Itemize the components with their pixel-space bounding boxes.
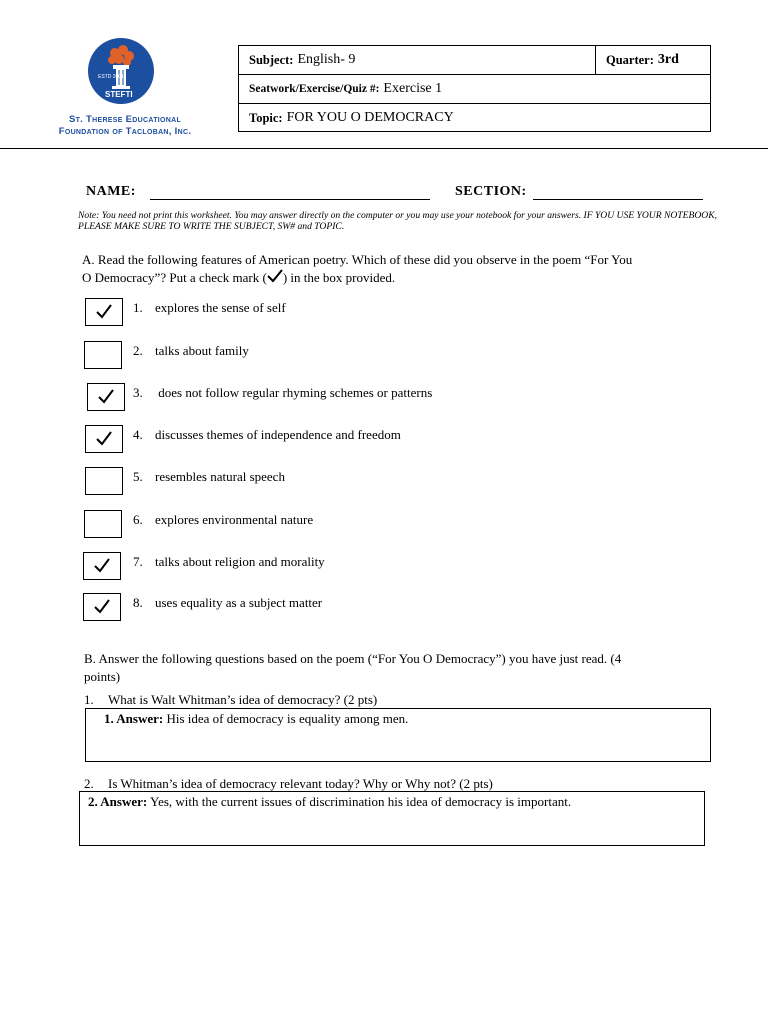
question-1 — [84, 691, 377, 709]
part-b-instruction-line2: points) — [84, 669, 121, 684]
subject-cell — [239, 46, 596, 74]
topic-label: Topic: — [249, 110, 283, 125]
seatwork-label: Seatwork/Exercise/Quiz #: — [249, 83, 380, 95]
organization-name-line1: St. Therese Educational — [68, 114, 182, 125]
checklist-item-number: 2. — [133, 343, 143, 358]
question-2-number: 2. — [84, 776, 94, 791]
checkbox-item-8[interactable] — [83, 593, 121, 621]
part-a-instruction-line2a: O Democracy”? Put a check mark ( — [82, 270, 267, 285]
checklist-item-text: discusses themes of independence and freedom — [155, 427, 401, 442]
checklist-item-2 — [133, 343, 249, 359]
logo-estd-text: ESTD 2001 — [98, 74, 124, 80]
part-b-instruction-line1: B. Answer the following questions based on the poem (“For You O Democracy”) you have just read. (4 — [84, 651, 622, 666]
checkmark-icon — [267, 269, 283, 283]
logo-name-text: STEFTI — [105, 90, 133, 99]
checkmark-icon — [98, 389, 114, 404]
seatwork-cell — [239, 75, 710, 103]
instructions-note: Note: You need not print this worksheet. You may answer directly on the computer or you may use your notebook for your answers. IF YOU USE YOUR NOTEBOOK, PLEASE MAKE SURE TO WRITE THE SUBJECT, SW# and TOPIC. — [78, 210, 718, 232]
answer-2-label: 2. Answer: — [88, 794, 148, 809]
header-divider — [0, 148, 768, 149]
section-label: SECTION: — [455, 184, 527, 199]
checkmark-icon — [94, 558, 110, 573]
topic-value: FOR YOU O DEMOCRACY — [286, 110, 454, 125]
school-logo — [88, 38, 154, 104]
topic-row — [239, 104, 710, 132]
checklist-item-text: explores environmental nature — [155, 512, 314, 527]
checkbox-item-5[interactable] — [85, 467, 123, 495]
checklist-item-4 — [133, 427, 401, 443]
organization-name — [40, 114, 210, 138]
quarter-label: Quarter: — [606, 52, 654, 67]
checklist-item-number: 4. — [133, 427, 143, 442]
checkbox-item-3[interactable] — [87, 383, 125, 411]
topic-cell — [239, 104, 710, 132]
checklist-item-text: does not follow regular rhyming schemes or patterns — [155, 385, 433, 400]
section-field[interactable] — [533, 199, 703, 200]
answer-1-label: 1. Answer: — [104, 711, 164, 726]
part-a-instructions — [82, 251, 722, 287]
organization-name-line2: Foundation of Tacloban, Inc. — [58, 126, 192, 137]
part-a-instruction-line2 — [82, 269, 722, 287]
quarter-cell — [596, 46, 710, 74]
checkmark-icon — [94, 599, 110, 614]
checklist-item-number: 8. — [133, 595, 143, 610]
question-2-text: Is Whitman’s idea of democracy relevant today? Why or Why not? (2 pts) — [108, 776, 493, 791]
seatwork-value: Exercise 1 — [383, 81, 443, 96]
checklist-item-number: 3. — [133, 385, 143, 400]
header-info-table — [238, 45, 711, 132]
checkbox-item-6[interactable] — [84, 510, 122, 538]
checklist-item-8 — [133, 595, 322, 611]
checklist-item-number: 7. — [133, 554, 143, 569]
subject-label: Subject: — [249, 52, 294, 67]
checklist-item-text: resembles natural speech — [155, 469, 285, 484]
subject-row — [239, 46, 710, 75]
checkmark-icon — [96, 431, 112, 446]
checklist-item-6 — [133, 512, 313, 528]
checkmark-icon — [96, 304, 112, 319]
answer-2-text: Yes, with the current issues of discrimination his idea of democracy is important. — [150, 794, 572, 809]
question-1-text: What is Walt Whitman’s idea of democracy? (2 pts) — [108, 692, 378, 707]
checklist-item-text: explores the sense of self — [155, 300, 286, 315]
answer-1-text: His idea of democracy is equality among men. — [166, 711, 409, 726]
checkbox-item-4[interactable] — [85, 425, 123, 453]
part-a-instruction-line2b: ) in the box provided. — [282, 270, 396, 285]
name-label: NAME: — [86, 184, 136, 199]
checklist-item-3 — [133, 385, 432, 401]
part-a-instruction-line1: A. Read the following features of American poetry. Which of these did you observe in the poem “For You — [82, 252, 633, 267]
checklist-item-7 — [133, 554, 325, 570]
part-b-instructions — [84, 650, 724, 686]
name-field[interactable] — [150, 199, 430, 200]
quarter-value: 3rd — [657, 52, 679, 67]
answer-1-box[interactable] — [85, 708, 711, 762]
checklist-item-5 — [133, 469, 285, 485]
question-1-number: 1. — [84, 692, 94, 707]
checkbox-item-1[interactable] — [85, 298, 123, 326]
subject-value: English- 9 — [297, 52, 356, 67]
checkbox-item-2[interactable] — [84, 341, 122, 369]
checkbox-item-7[interactable] — [83, 552, 121, 580]
checklist-item-text: uses equality as a subject matter — [155, 595, 323, 610]
checklist-item-text: talks about religion and morality — [155, 554, 325, 569]
seatwork-row — [239, 75, 710, 104]
checklist-item-number: 5. — [133, 469, 143, 484]
checklist-item-1 — [133, 300, 286, 316]
checklist-item-text: talks about family — [155, 343, 249, 358]
answer-2-box[interactable] — [79, 791, 705, 846]
checklist-item-number: 6. — [133, 512, 143, 527]
checklist-item-number: 1. — [133, 300, 143, 315]
